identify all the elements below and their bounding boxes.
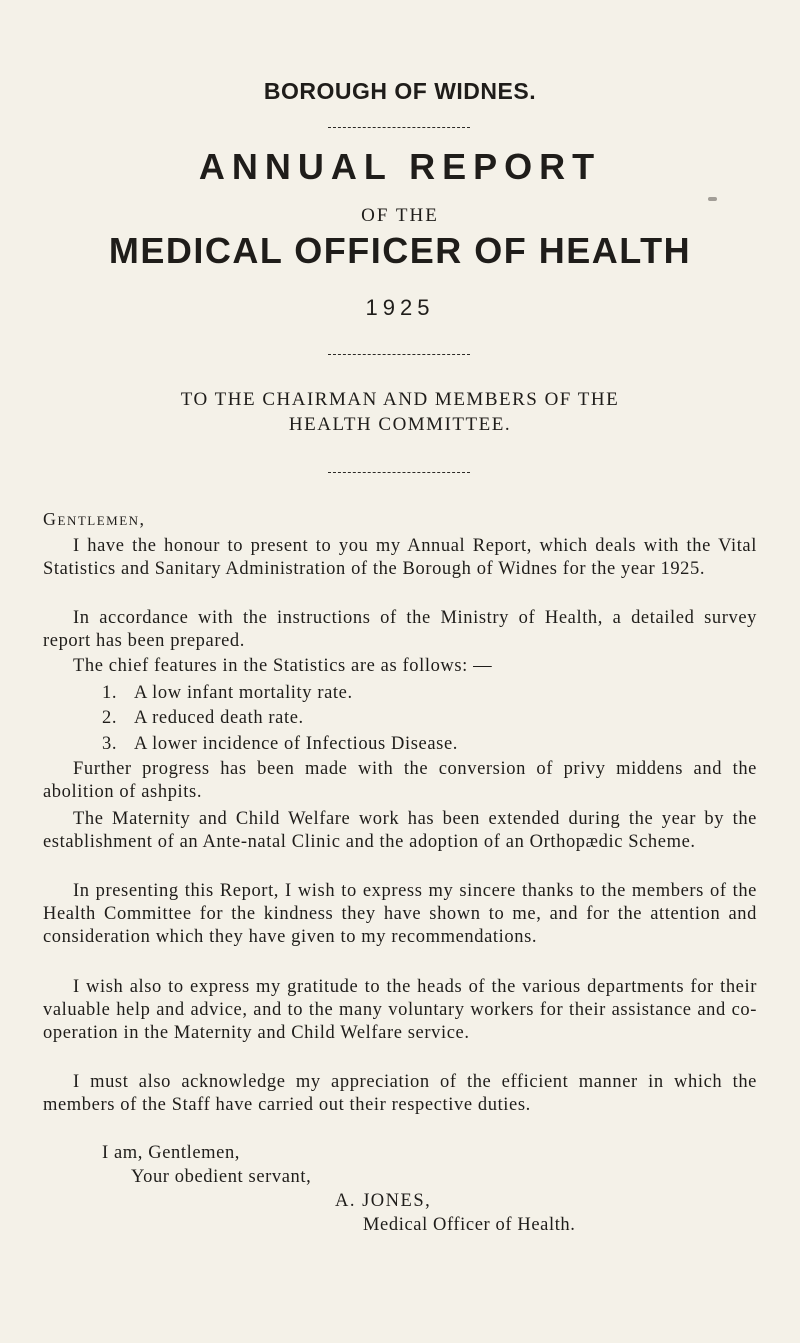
divider-rule [328,127,470,128]
list-text: A reduced death rate. [134,708,304,728]
divider-rule [328,472,470,473]
list-item [102,707,742,730]
medical-officer-title: MEDICAL OFFICER OF HEALTH [108,230,692,271]
annual-report-title: ANNUAL REPORT [198,146,602,187]
paragraph: The Maternity and Child Welfare work has been extended during the year by the establishment of an Ante-natal Clinic and the adoption of an Orthopædic Scheme. [43,809,757,852]
address-block [0,387,800,437]
signature-name: A. JONES, [335,1191,432,1211]
signature-title: Medical Officer of Health. [363,1215,576,1235]
address-line: TO THE CHAIRMAN AND MEMBERS OF THE [180,389,620,410]
paragraph: I must also acknowledge my appreciation of the efficient manner in which the members of the Staff have carried out their respective duties. [43,1072,757,1115]
address-line: HEALTH COMMITTEE. [288,414,512,435]
list-number: 1. [102,683,118,703]
print-speck [708,197,717,201]
paragraph: In presenting this Report, I wish to express my sincere thanks to the members of the Health Committee for the kindness they have shown to me, and for the attention and consideration which they have given to my recommendations. [43,881,757,947]
paragraph: The chief features in the Statistics are as follows: — [73,656,493,676]
list-item [102,682,742,705]
list-number: 2. [102,708,118,728]
list-text: A lower incidence of Infectious Disease. [134,734,459,754]
report-year: 1925 [365,295,435,320]
borough-heading: BOROUGH OF WIDNES. [263,78,537,104]
closing-line: Your obedient servant, [131,1167,312,1187]
closing-line: I am, Gentlemen, [102,1143,241,1163]
salutation: Gentlemen, [43,509,146,529]
list-text: A low infant mortality rate. [134,683,353,703]
divider-rule [328,354,470,355]
paragraph: Further progress has been made with the conversion of privy middens and the abolition of ashpits. [43,759,757,802]
paragraph: I have the honour to present to you my Annual Report, which deals with the Vital Statistics and Sanitary Administration of the Borough of Widnes for the year 1925. [43,536,757,579]
of-the-subtitle: OF THE [361,205,439,226]
paragraph: I wish also to express my gratitude to the heads of the various departments for their valuable help and advice, and to the many voluntary workers for their assistance and co-operation in the Maternity and Child Welfare service. [43,977,757,1043]
list-number: 3. [102,734,118,754]
paragraph: In accordance with the instructions of the Ministry of Health, a detailed survey report has been prepared. [43,608,757,651]
list-item [102,733,742,756]
